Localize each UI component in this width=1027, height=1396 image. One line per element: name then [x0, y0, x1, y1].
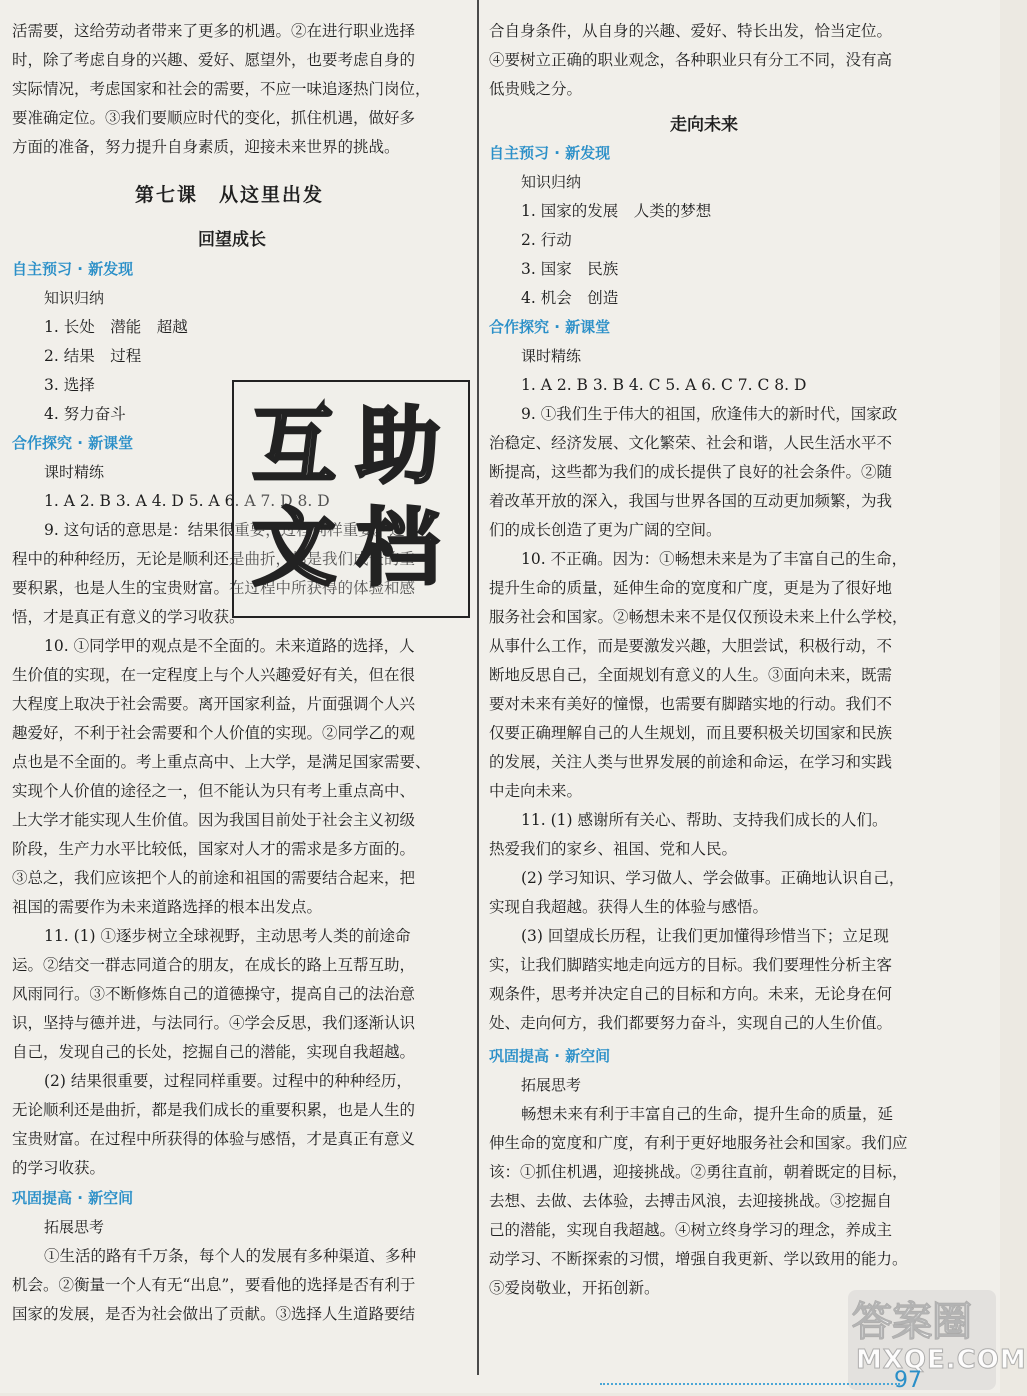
extend-label: 拓展思考 [521, 1076, 582, 1094]
text-line: 自己，发现自己的长处，挖掘自己的潜能，实现自我超越。 [12, 1043, 416, 1061]
text-line: ①生活的路有千万条，每个人的发展有多种渠道、多种 [44, 1247, 417, 1265]
text-line: 程中的种种经历，无论是顺利还是曲折，都是我们成长的重 [12, 550, 416, 568]
text-line: 趣爱好，不利于社会需要和个人价值的实现。②同学乙的观 [12, 724, 416, 742]
text-line: 要积累，也是人生的宝贵财富。在过程中所获得的体验和感 [12, 579, 416, 597]
watermark-logo: 答案圈 [852, 1299, 972, 1345]
knowledge-item: 3. 选择 [44, 376, 95, 394]
text-line: 上大学才能实现人生价值。因为我国目前处于社会主义初级 [12, 811, 416, 829]
text-line: 阶段，生产力水平比较低，国家对人才的需求是多方面的。 [12, 840, 416, 858]
heading-consolidate: 巩固提高 · 新空间 [489, 1047, 611, 1065]
stamp-char: 互 [252, 397, 337, 495]
stamp-char: 文 [252, 499, 337, 597]
text-line: 大程度上取决于社会需要。离开国家利益，片面强调个人兴 [12, 695, 416, 713]
text-line: 处、走向何方，我们都要努力奋斗，实现自己的人生价值。 [489, 1014, 893, 1032]
footer-rule [600, 1383, 900, 1385]
knowledge-item: 2. 结果 过程 [44, 347, 142, 365]
text-line: 机会。②衡量一个人有无“出息”，要看他的选择是否有利于 [12, 1276, 416, 1294]
text-line: 实现自我超越。获得人生的体验与感悟。 [489, 898, 769, 916]
text-line: 去想、去做、去体验，去搏击风浪，去迎接挑战。③挖掘自 [489, 1192, 893, 1210]
text-line: 中走向未来。 [489, 782, 583, 800]
text-line: 实际情况，考虑国家和社会的需要，不应一味追逐热门岗位， [12, 80, 431, 98]
heading-explore: 合作探究 · 新课堂 [489, 318, 611, 336]
text-line: 无论顺利还是曲折，都是我们成长的重要积累，也是人生的 [12, 1101, 416, 1119]
page-number: 97 [894, 1368, 922, 1393]
text-line: 观条件，思考并决定自己的目标和方向。未来，无论身在何 [489, 985, 893, 1003]
text-line: 该：①抓住机遇，迎接挑战。②勇往直前，朝着既定的目标， [489, 1163, 908, 1181]
text-line: (2) 结果很重要，过程同样重要。过程中的种种经历， [44, 1072, 412, 1090]
text-line: 畅想未来有利于丰富自己的生命，提升生命的质量，延 [521, 1105, 894, 1123]
knowledge-label: 知识归纳 [44, 289, 105, 307]
text-line: 们的成长创造了更为广阔的空间。 [489, 521, 722, 539]
text-line: 10. 不正确。因为：①畅想未来是为了丰富自己的生命， [521, 550, 908, 568]
text-line: 提升生命的质量，延伸生命的宽度和广度，更是为了很好地 [489, 579, 893, 597]
refine-label: 课时精练 [44, 463, 105, 481]
text-line: 生价值的实现，在一定程度上与个人兴趣爱好有关，但在很 [12, 666, 416, 684]
text-line: 断提高，这些都为我们的成长提供了良好的社会条件。②随 [489, 463, 893, 481]
text-line: 着改革开放的深入，我国与世界各国的互动更加频繁，为我 [489, 492, 893, 510]
text-line: (3) 回望成长历程，让我们更加懂得珍惜当下；立足现 [521, 927, 889, 945]
text-line: ④要树立正确的职业观念，各种职业只有分工不同，没有高 [489, 51, 893, 69]
text-line: 治稳定、经济发展、文化繁荣、社会和谐，人民生活水平不 [489, 434, 893, 452]
text-line: 仅要正确理解自己的人生规划，而且要积极关切国家和民族 [489, 724, 893, 742]
section-title: 回望成长 [198, 230, 266, 250]
text-line: 时，除了考虑自身的兴趣、爱好、愿望外，也要考虑自身的 [12, 51, 416, 69]
text-line: 实，让我们脚踏实地走向远方的目标。我们要理性分析主客 [489, 956, 893, 974]
text-line: (2) 学习知识、学习做人、学会做事。正确地认识自己， [521, 869, 905, 887]
text-line: 悟，才是真正有意义的学习收获。 [12, 608, 245, 626]
knowledge-item: 4. 努力奋斗 [44, 405, 126, 423]
text-line: 的发展，关注人类与世界发展的前途和命运，在学习和实践 [489, 753, 893, 771]
knowledge-item: 2. 行动 [521, 231, 572, 249]
text-line: 要准确定位。③我们要顺应时代的变化，抓住机遇，做好多 [12, 109, 416, 127]
watermark-stamp [232, 380, 470, 618]
text-line: 识，坚持与德并进，与法同行。④学会反思，我们逐渐认识 [12, 1014, 416, 1032]
text-line: 实现个人价值的途径之一，但不能认为只有考上重点高中、 [12, 782, 416, 800]
section-title: 走向未来 [670, 115, 738, 135]
stamp-char: 档 [356, 499, 441, 597]
knowledge-item: 4. 机会 创造 [521, 289, 619, 307]
knowledge-item: 3. 国家 民族 [521, 260, 619, 278]
text-line: 10. ①同学甲的观点是不全面的。未来道路的选择，人 [44, 637, 415, 655]
watermark-url: MXQE.COM [856, 1345, 1027, 1375]
text-line: ③总之，我们应该把个人的前途和祖国的需要结合起来，把 [12, 869, 416, 887]
text-line: 的学习收获。 [12, 1159, 106, 1177]
knowledge-item: 1. 国家的发展 人类的梦想 [521, 202, 712, 220]
text-line: 己的潜能，实现自我超越。④树立终身学习的理念，养成主 [489, 1221, 893, 1239]
text-line: 祖国的需要作为未来道路选择的根本出发点。 [12, 898, 323, 916]
text-line: 热爱我们的家乡、祖国、党和人民。 [489, 840, 738, 858]
text-line: 伸生命的宽度和广度，有利于更好地服务社会和国家。我们应 [489, 1134, 908, 1152]
heading-consolidate: 巩固提高 · 新空间 [12, 1189, 134, 1207]
text-line: 方面的准备，努力提升自身素质，迎接未来世界的挑战。 [12, 138, 400, 156]
text-line: 宝贵财富。在过程中所获得的体验与感悟，才是真正有意义 [12, 1130, 416, 1148]
answers-line: 1. A 2. B 3. B 4. C 5. A 6. C 7. C 8. D [521, 376, 807, 394]
text-line: 活需要，这给劳动者带来了更多的机遇。②在进行职业选择 [12, 22, 416, 40]
text-line: 点也是不全面的。考上重点高中、上大学，是满足国家需要、 [12, 753, 431, 771]
knowledge-label: 知识归纳 [521, 173, 582, 191]
extend-label: 拓展思考 [44, 1218, 105, 1236]
heading-preview: 自主预习 · 新发现 [12, 260, 134, 278]
text-line: 服务社会和国家。②畅想未来不是仅仅预设未来上什么学校， [489, 608, 908, 626]
stamp-char: 助 [356, 397, 441, 495]
heading-explore: 合作探究 · 新课堂 [12, 434, 134, 452]
text-line: 断地反思自己，全面规划有意义的人生。③面向未来，既需 [489, 666, 893, 684]
refine-label: 课时精练 [521, 347, 582, 365]
knowledge-item: 1. 长处 潜能 超越 [44, 318, 188, 336]
column-divider [477, 0, 479, 1375]
text-line: 9. 这句话的意思是：结果很重要，过程同样重要。过 [44, 521, 405, 539]
text-line: 国家的发展，是否为社会做出了贡献。③选择人生道路要结 [12, 1305, 416, 1323]
text-line: 风雨同行。③不断修炼自己的道德操守，提高自己的法治意 [12, 985, 416, 1003]
text-line: 合自身条件，从自身的兴趣、爱好、特长出发，恰当定位。 [489, 22, 893, 40]
text-line: 运。②结交一群志同道合的朋友，在成长的路上互帮互助， [12, 956, 416, 974]
text-line: 动学习、不断探索的习惯，增强自我更新、学以致用的能力。 [489, 1250, 908, 1268]
lesson-title: 第七课 从这里出发 [135, 184, 325, 206]
text-line: 要对未来有美好的憧憬，也需要有脚踏实地的行动。我们不 [489, 695, 893, 713]
text-line: 从事什么工作，而是要激发兴趣，大胆尝试，积极行动，不 [489, 637, 893, 655]
text-line: 11. (1) 感谢所有关心、帮助、支持我们成长的人们。 [521, 811, 888, 829]
text-line: 11. (1) ①逐步树立全球视野，主动思考人类的前途命 [44, 927, 411, 945]
text-line: ⑤爱岗敬业，开拓创新。 [489, 1279, 660, 1297]
heading-preview: 自主预习 · 新发现 [489, 144, 611, 162]
text-line: 低贵贱之分。 [489, 80, 583, 98]
text-line: 9. ①我们生于伟大的祖国，欣逢伟大的新时代，国家政 [521, 405, 898, 423]
answers-line: 1. A 2. B 3. A 4. D 5. A 6. A 7. D 8. D [44, 492, 330, 510]
